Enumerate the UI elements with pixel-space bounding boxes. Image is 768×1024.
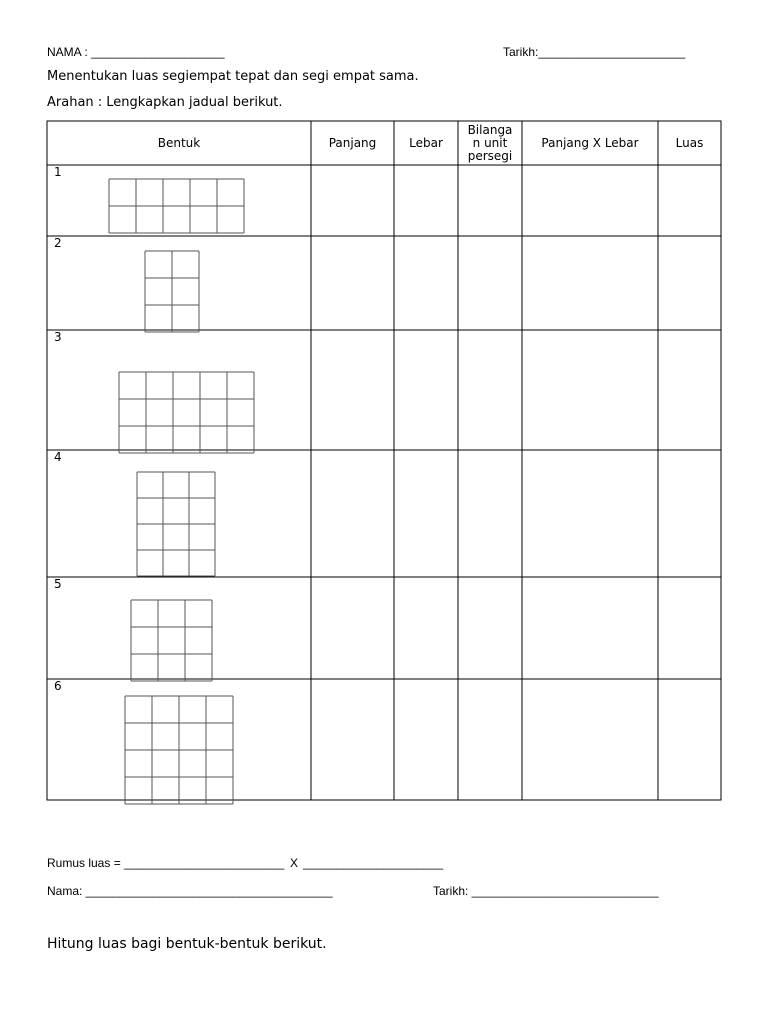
- header-bilangan-unit-persegi: Bilanga n unit persegi: [467, 123, 513, 163]
- footer-name-line: Nama: _____________________________________: [47, 884, 333, 898]
- unit-square-grid: [125, 696, 233, 804]
- formula-blank: _____________________: [303, 856, 444, 870]
- unit-square-grid: [109, 179, 244, 233]
- header-panjang: Panjang: [328, 136, 377, 150]
- row-number: 1: [54, 165, 62, 179]
- formula-times: X: [290, 856, 299, 870]
- unit-square-grid: [119, 372, 254, 453]
- row-number: 4: [54, 450, 62, 464]
- closing-instruction: Hitung luas bagi bentuk-bentuk berikut.: [47, 936, 327, 952]
- date-field-line: Tarikh:______________________: [503, 45, 686, 59]
- row-number: 6: [54, 679, 62, 693]
- unit-square-grid: [137, 472, 215, 576]
- header-lebar: Lebar: [409, 136, 443, 150]
- unit-square-grid: [145, 251, 199, 332]
- instruction-text: Arahan : Lengkapkan jadual berikut.: [47, 95, 283, 110]
- row-number: 2: [54, 236, 62, 250]
- unit-square-grid: [131, 600, 212, 681]
- name-field-line: NAMA : ____________________: [47, 45, 225, 59]
- row-number: 3: [54, 330, 62, 344]
- row-number: 5: [54, 577, 62, 591]
- table-border: [47, 121, 721, 800]
- footer-date-line: Tarikh: ____________________________: [433, 884, 659, 898]
- header-bentuk: Bentuk: [157, 136, 201, 150]
- formula-label: Rumus luas = ________________________: [47, 856, 285, 870]
- header-panjang-x-lebar: Panjang X Lebar: [541, 136, 639, 150]
- worksheet-title: Menentukan luas segiempat tepat dan segi empat sama.: [47, 69, 419, 84]
- header-luas: Luas: [675, 136, 704, 150]
